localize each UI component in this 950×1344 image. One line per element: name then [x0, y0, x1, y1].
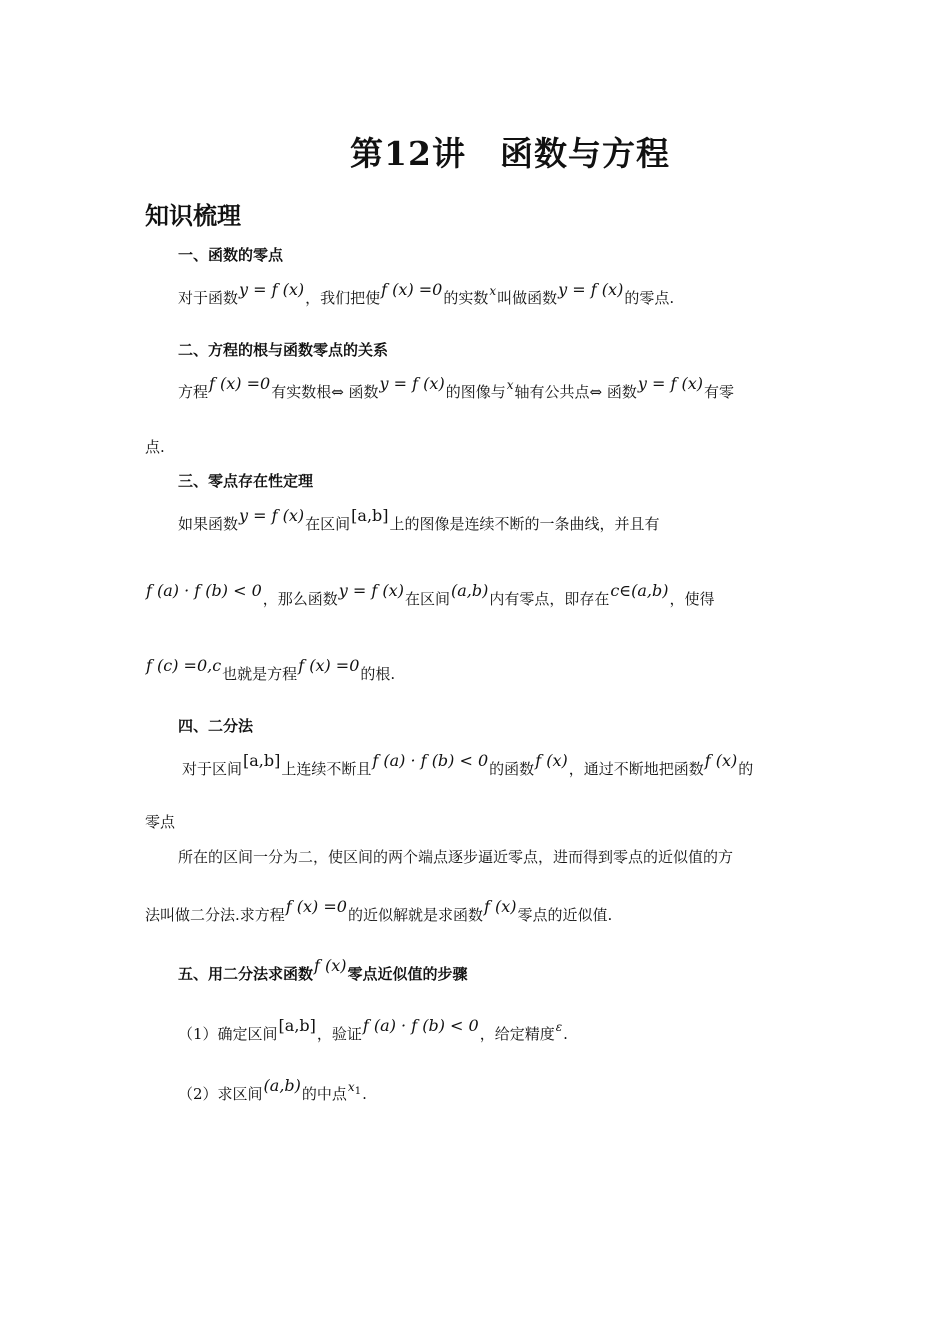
heading-1: 一、函数的零点 [178, 246, 284, 264]
math-subscript: 1 [354, 1086, 362, 1097]
math: f (x) =0 [285, 897, 347, 916]
text: ，通过不断地把函数 [568, 760, 704, 778]
math: f (c) =0,c [146, 656, 222, 675]
math: c∈(a,b) [610, 581, 669, 600]
s4-line-4 [145, 897, 613, 925]
s4-line-1 [182, 751, 754, 779]
text: 在区间 [305, 515, 351, 533]
math: x [506, 378, 514, 392]
math: f (x) [314, 956, 347, 975]
text: 的函数 [489, 760, 535, 778]
s2-line-cont: 点. [145, 438, 165, 456]
heading-4: 四、二分法 [178, 717, 254, 735]
math: x [347, 1080, 355, 1094]
text: 有零 [703, 383, 734, 401]
math: f (x) =0 [209, 374, 271, 393]
math: y = f (x) [338, 581, 404, 600]
text: 法叫做二分法.求方程 [145, 906, 285, 924]
text: 内有零点，即存在 [489, 590, 610, 608]
text: ，那么函数 [262, 590, 338, 608]
math: y = f (x) [239, 506, 305, 525]
text: ，我们把使 [305, 289, 381, 307]
text: 的零点. [624, 289, 675, 307]
math: x [489, 284, 497, 298]
text: ，使得 [669, 590, 715, 608]
text: 的实数 [443, 289, 489, 307]
s4-line-3: 所在的区间一分为二，使区间的两个端点逐步逼近零点，进而得到零点的近似值的方 [178, 848, 734, 866]
math: f (a) · f (b) < 0 [372, 751, 489, 770]
math: y = f (x) [637, 374, 703, 393]
page-title: 第12讲 函数与方程 [350, 134, 670, 173]
text: 的根. [360, 665, 396, 683]
s1-line [178, 280, 675, 308]
text: 方程 [178, 383, 209, 401]
math: (a,b) [263, 1076, 301, 1095]
math: f (x) [483, 897, 517, 916]
s4-line-2: 零点 [145, 813, 176, 831]
text: 也就是方程 [222, 665, 298, 683]
text: 的 [738, 760, 754, 778]
text: （1）确定区间 [178, 1025, 278, 1043]
step-1 [178, 1016, 568, 1044]
text: 对于函数 [178, 289, 239, 307]
text: 有实数根⇔ 函数 [271, 383, 379, 401]
text: 叫做函数 [497, 289, 558, 307]
math: f (x) [535, 751, 568, 770]
math: f (x) =0 [298, 656, 360, 675]
s3-line-2 [145, 581, 715, 609]
text: 上的图像是连续不断的一条曲线，并且有 [389, 515, 660, 533]
text: 对于区间 [182, 760, 243, 778]
math: [a,b] [243, 751, 281, 770]
step-2 [178, 1076, 367, 1104]
text: 的近似解就是求函数 [347, 906, 483, 924]
math: f (x) =0 [381, 280, 443, 299]
text: 五、用二分法求函数 [178, 965, 314, 983]
s2-line [178, 374, 734, 402]
text: . [362, 1085, 367, 1103]
math: [a,b] [278, 1016, 316, 1035]
math: y = f (x) [558, 280, 624, 299]
math: f (a) · f (b) < 0 [146, 581, 262, 600]
math: f (x) [704, 751, 738, 770]
text: 轴有公共点⇔ 函数 [514, 383, 637, 401]
text: （2）求区间 [178, 1085, 263, 1103]
math: f (a) · f (b) < 0 [362, 1016, 479, 1035]
text: 的图像与 [445, 383, 506, 401]
math: y = f (x) [379, 374, 445, 393]
section-heading: 知识梳理 [145, 201, 241, 230]
math: ε [555, 1020, 563, 1034]
math: [a,b] [351, 506, 389, 525]
text: 零点的近似值. [517, 906, 613, 924]
text: 上连续不断且 [281, 760, 372, 778]
heading-2: 二、方程的根与函数零点的关系 [178, 341, 389, 359]
s3-line-3 [145, 656, 396, 684]
text: ，给定精度 [479, 1025, 555, 1043]
s3-line-1 [178, 506, 660, 534]
math: (a,b) [450, 581, 489, 600]
text: . [563, 1025, 568, 1043]
text: ，验证 [316, 1025, 362, 1043]
heading-5 [178, 956, 468, 984]
math: y = f (x) [239, 280, 305, 299]
text: 的中点 [301, 1085, 347, 1103]
heading-3: 三、零点存在性定理 [178, 472, 314, 490]
text: 如果函数 [178, 515, 239, 533]
text: 在区间 [404, 590, 450, 608]
text: 零点近似值的步骤 [347, 965, 468, 983]
